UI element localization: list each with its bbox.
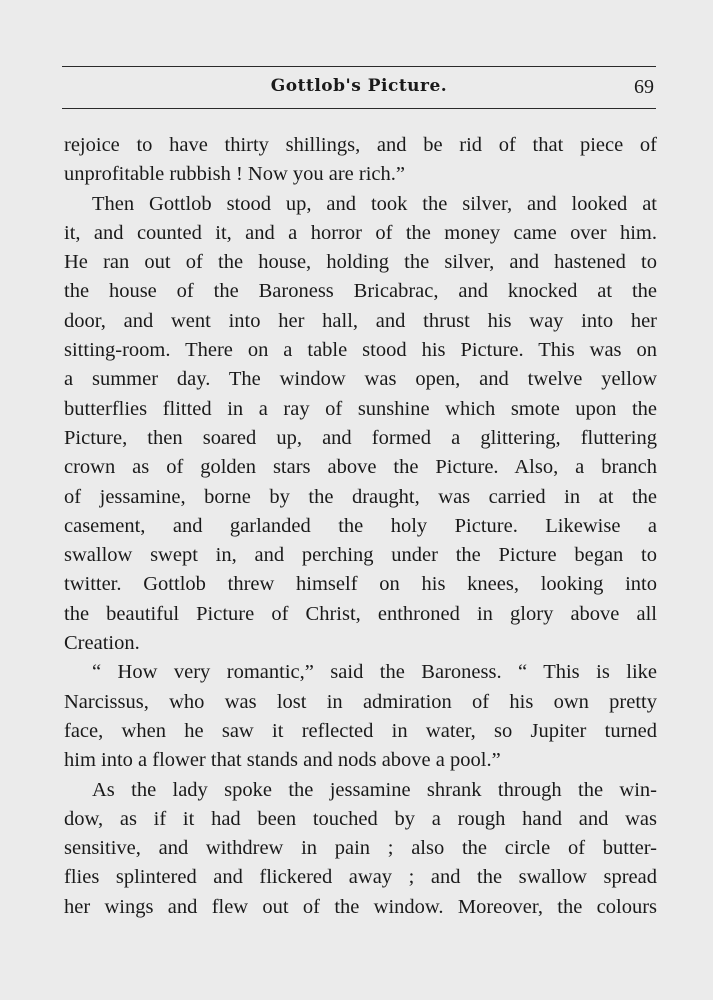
text-line: Creation. <box>64 632 140 655</box>
text-line: door, and went into her hall, and thrust his way into her <box>64 309 657 332</box>
text-line: a summer day. The window was open, and twelve yellow <box>64 368 657 391</box>
text-line: it, and counted it, and a horror of the money came over him. <box>64 221 657 244</box>
text-line: As the lady spoke the jessamine shrank through the win- <box>92 778 657 801</box>
text-line: rejoice to have thirty shillings, and be rid of that piece of <box>64 134 657 156</box>
text-line: unprofitable rubbish ! Now you are rich.” <box>64 163 405 186</box>
text-line: sitting-room. There on a table stood his Picture. This was on <box>64 339 657 362</box>
text-line: Then Gottlob stood up, and took the silver, and looked at <box>92 192 657 215</box>
text-line: crown as of golden stars above the Picture. Also, a branch <box>64 456 657 479</box>
text-line: casement, and garlanded the holy Picture. Likewise a <box>64 514 657 537</box>
text-line: the house of the Baroness Bricabrac, and knocked at the <box>64 280 657 303</box>
text-line: twitter. Gottlob threw himself on his knees, looking into <box>64 573 657 596</box>
text-line: dow, as if it had been touched by a rough hand and was <box>64 807 657 830</box>
text-line: swallow swept in, and perching under the Picture began to <box>64 544 657 567</box>
text-line: him into a flower that stands and nods above a pool.” <box>64 749 501 772</box>
header-rule-top <box>62 66 656 67</box>
text-line: flies splintered and flickered away ; and the swallow spread <box>64 866 657 889</box>
text-line: of jessamine, borne by the draught, was carried in at the <box>64 485 657 508</box>
running-title: Gottlob's Picture. <box>270 76 448 96</box>
header-rule-bottom <box>62 108 656 109</box>
text-line: He ran out of the house, holding the silver, and hastened to <box>64 251 657 274</box>
text-line: face, when he saw it reflected in water, so Jupiter turned <box>64 719 657 742</box>
text-line: Picture, then soared up, and formed a glittering, fluttering <box>64 426 657 449</box>
text-line: sensitive, and withdrew in pain ; also the circle of butter- <box>64 837 657 860</box>
text-line: the beautiful Picture of Christ, enthroned in glory above all <box>64 602 657 625</box>
page-number: 69 <box>634 76 654 98</box>
text-line: her wings and flew out of the window. Moreover, the colours <box>64 895 657 918</box>
text-line: “ How very romantic,” said the Baroness. “ This is like <box>92 661 657 684</box>
running-head <box>62 76 656 104</box>
text-line: butterflies flitted in a ray of sunshine which smote upon the <box>64 397 657 420</box>
text-line: Narcissus, who was lost in admiration of his own pretty <box>64 690 657 713</box>
body-text <box>64 131 657 922</box>
